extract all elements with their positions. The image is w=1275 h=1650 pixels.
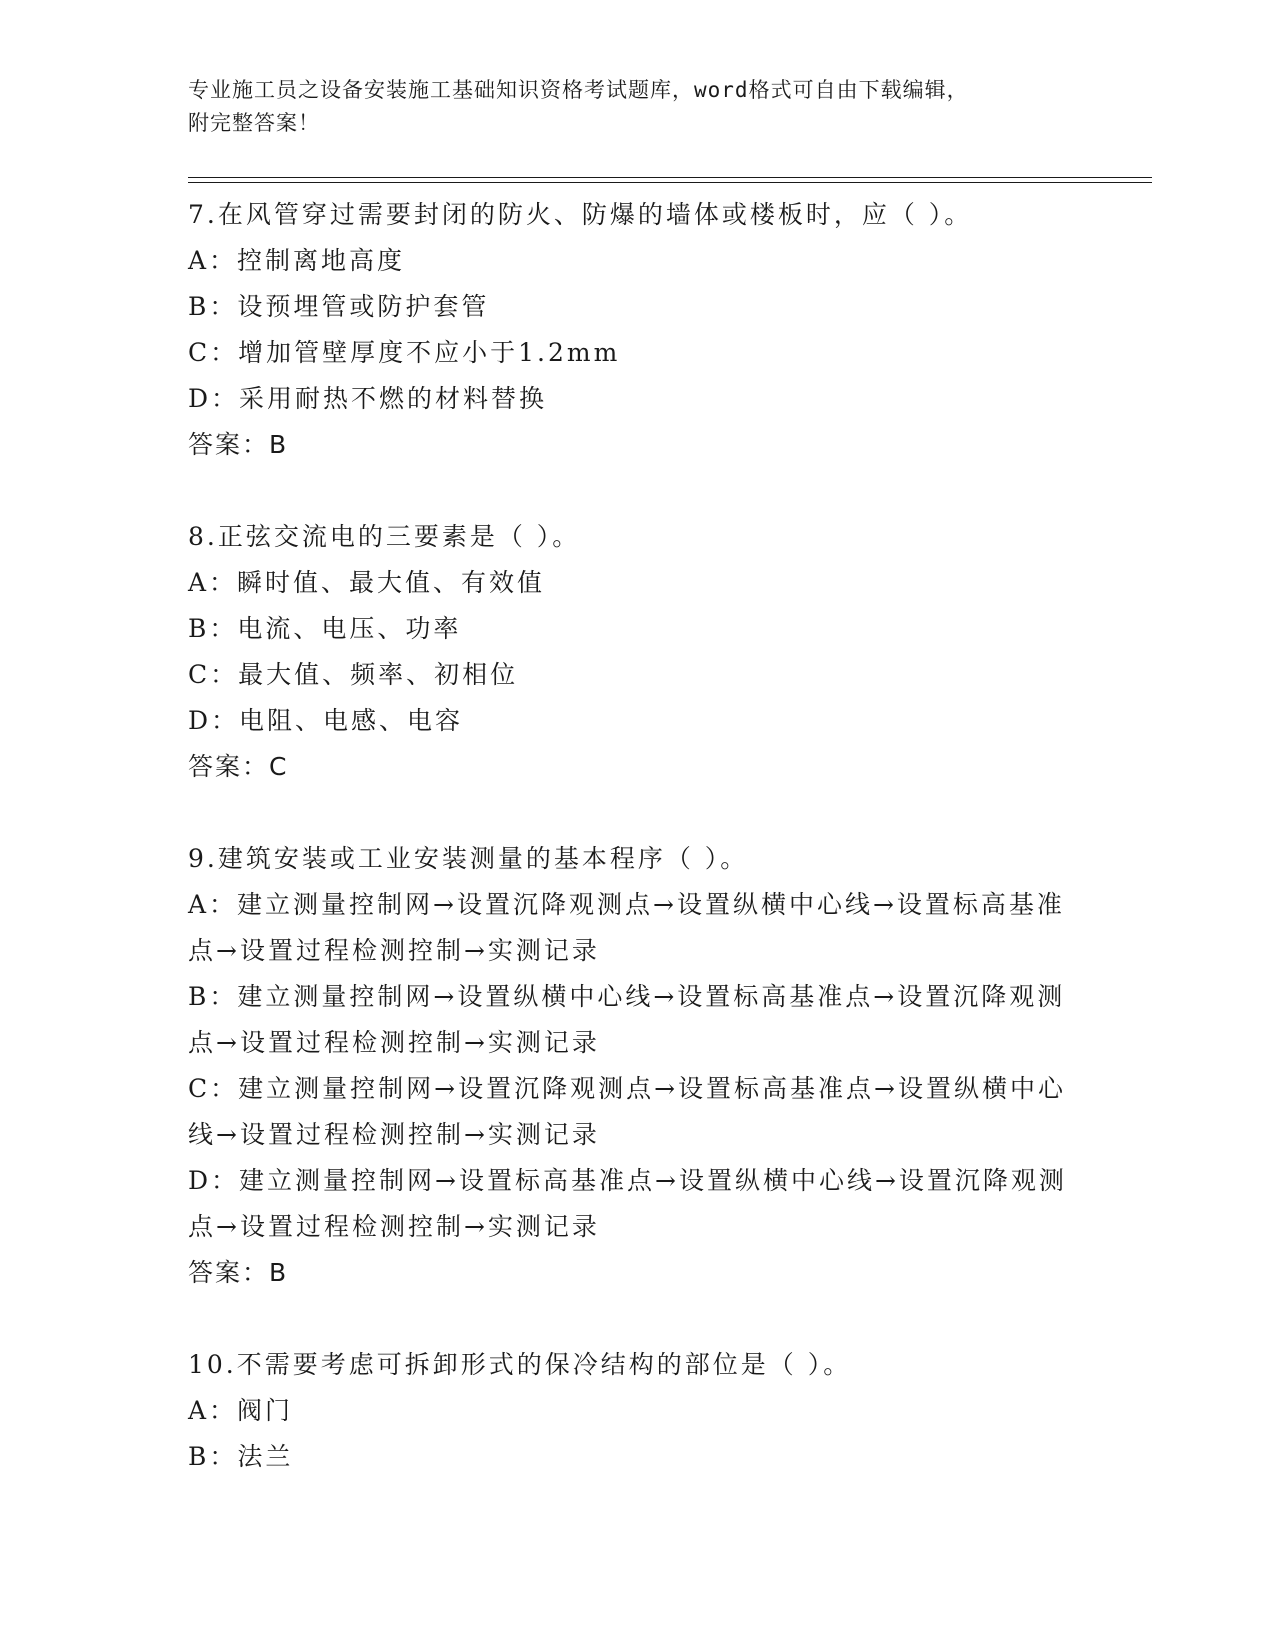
header-divider-top [188, 177, 1152, 178]
question-stem: 8.正弦交流电的三要素是（ ）。 [188, 522, 581, 551]
answer-line: 答案：B [188, 1258, 289, 1287]
question-stem: 7.在风管穿过需要封闭的防火、防爆的墙体或楼板时，应（ ）。 [188, 200, 973, 229]
question-8 [188, 514, 1088, 790]
option-c: C：最大值、频率、初相位 [188, 660, 519, 689]
answer-line: 答案：C [188, 752, 289, 781]
question-7 [188, 192, 1088, 468]
question-stem: 9.建筑安装或工业安装测量的基本程序（ ）。 [188, 844, 749, 873]
header-divider-bottom [188, 182, 1152, 183]
option-c: C：建立测量控制网→设置沉降观测点→设置标高基准点→设置纵横中心线→设置过程检测控制→实测记录 [188, 1074, 1066, 1149]
option-b: B：设预埋管或防护套管 [188, 292, 490, 321]
option-a: A：瞬时值、最大值、有效值 [188, 568, 546, 597]
option-b: B：法兰 [188, 1442, 294, 1471]
option-a: A：阀门 [188, 1396, 294, 1425]
option-c: C：增加管壁厚度不应小于1.2mm [188, 338, 621, 367]
answer-line: 答案：B [188, 430, 289, 459]
question-stem: 10.不需要考虑可拆卸形式的保冷结构的部位是（ ）。 [188, 1350, 852, 1379]
question-spacer [188, 468, 1088, 514]
option-b: B：电流、电压、功率 [188, 614, 462, 643]
question-spacer [188, 1296, 1088, 1342]
option-d: D：电阻、电感、电容 [188, 706, 464, 735]
option-a: A：建立测量控制网→设置沉降观测点→设置纵横中心线→设置标高基准点→设置过程检测控制→实测记录 [188, 890, 1065, 965]
header-line-1: 专业施工员之设备安装施工基础知识资格考试题库，word格式可自由下载编辑， [188, 78, 969, 102]
option-b: B：建立测量控制网→设置纵横中心线→设置标高基准点→设置沉降观测点→设置过程检测控制→实测记录 [188, 982, 1066, 1057]
question-list [188, 192, 1088, 1480]
question-9 [188, 836, 1088, 1296]
header-line-2: 附完整答案！ [188, 111, 320, 135]
document-header [188, 74, 1088, 140]
question-spacer [188, 790, 1088, 836]
option-a: A：控制离地高度 [188, 246, 406, 275]
option-d: D：采用耐热不燃的材料替换 [188, 384, 548, 413]
question-10 [188, 1342, 1088, 1480]
option-d: D：建立测量控制网→设置标高基准点→设置纵横中心线→设置沉降观测点→设置过程检测控制→实测记录 [188, 1166, 1067, 1241]
